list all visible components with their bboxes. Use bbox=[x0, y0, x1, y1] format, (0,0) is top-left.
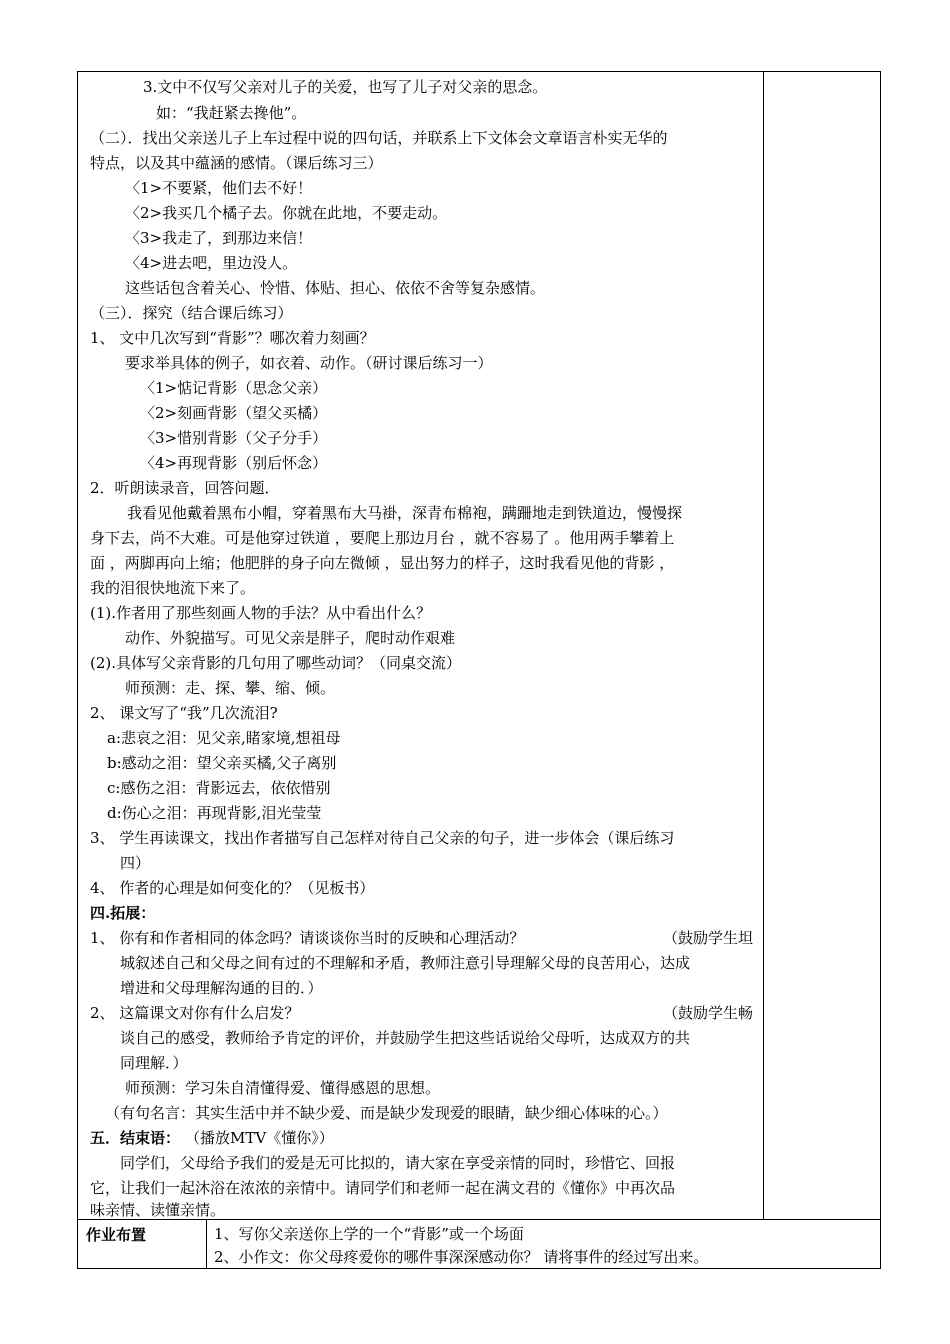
text-line: 2、 这篇课文对你有什么启发？ bbox=[90, 1004, 300, 1022]
homework-divider bbox=[206, 1219, 207, 1268]
text-line: 2．听朗读录音，回答问题． bbox=[90, 479, 280, 497]
text-line: 我的泪很快地流下来了。 bbox=[90, 579, 256, 597]
text-line: 增进和父母理解沟通的目的．） bbox=[120, 979, 323, 997]
text-line: 我看见他戴着黑布小帽，穿着黑布大马褂，深青布棉袍，蹒跚地走到铁道边，慢慢探 bbox=[127, 504, 683, 522]
text-line: (2).具体写父亲背影的几句用了哪些动词？（同桌交流） bbox=[90, 654, 462, 672]
text-line: 〈1>惦记背影（思念父亲） bbox=[140, 379, 328, 397]
text-line: 这些话包含着关心、怜惜、体贴、担心、依依不舍等复杂感情。 bbox=[125, 279, 546, 297]
text-line: 面 ，两脚再向上缩；他肥胖的身子向左微倾 ，显出努力的样子，这时我看见他的背影 ， bbox=[90, 554, 675, 572]
text-line: 〈1>不要紧，他们去不好！ bbox=[125, 179, 313, 197]
text-line: 师预测：走、探、攀、缩、倾。 bbox=[125, 679, 336, 697]
homework-label: 作业布置 bbox=[86, 1226, 147, 1244]
text-line: c:感伤之泪：背影远去，依依惜别 bbox=[107, 779, 331, 797]
text-line: 2、 课文写了“我”几次流泪? bbox=[90, 704, 278, 722]
section-heading: 四.拓展： bbox=[90, 904, 156, 922]
text-line: 四） bbox=[120, 854, 151, 872]
homework-item: 1、写你父亲送你上学的一个“背影”或一个场面 bbox=[214, 1225, 524, 1243]
text-line: 〈4>再现背影（别后怀念） bbox=[140, 454, 328, 472]
text-line: 1、 文中几次写到“背影”？哪次着力刻画？ bbox=[90, 329, 375, 347]
text-line: 要求举具体的例子，如衣着、动作。（研讨课后练习一） bbox=[125, 354, 493, 372]
text-line: 身下去，尚不大难。可是他穿过铁道 ，要爬上那边月台 ，就不容易了 。他用两手攀着上 bbox=[90, 529, 675, 547]
text-line: 3.文中不仅写父亲对儿子的关爱，也写了儿子对父亲的思念。 bbox=[143, 78, 548, 96]
text-line: 同学们，父母给予我们的爱是无可比拟的，请大家在享受亲情的同时，珍惜它、回报 bbox=[120, 1154, 676, 1172]
text-line: b:感动之泪：望父亲买橘,父子离别 bbox=[107, 754, 337, 772]
text-line: 师预测：学习朱自清懂得爱、懂得感恩的思想。 bbox=[125, 1079, 441, 1097]
text-line: （有句名言：其实生活中并不缺少爱、而是缺少发现爱的眼睛，缺少细心体味的心。） bbox=[105, 1104, 668, 1122]
text-line: 它，让我们一起沐浴在浓浓的亲情中。请同学们和老师一起在满文君的《懂你》中再次品 bbox=[90, 1179, 676, 1197]
text-line: 4、 作者的心理是如何变化的？（见板书） bbox=[90, 879, 375, 897]
text-line: （二）．找出父亲送儿子上车过程中说的四句话，并联系上下文体会文章语言朴实无华的 bbox=[90, 129, 668, 147]
text-line: 动作、外貌描写。可见父亲是胖子，爬时动作艰难 bbox=[125, 629, 456, 647]
section-heading: 五．结束语： bbox=[90, 1129, 181, 1147]
text-line: a:悲哀之泪：见父亲,睹家境,想祖母 bbox=[107, 729, 341, 747]
text-line: 谈自己的感受，教师给予肯定的评价，并鼓励学生把这些话说给父母听，达成双方的共 bbox=[120, 1029, 691, 1047]
text-line: 〈2>刻画背影（望父买橘） bbox=[140, 404, 328, 422]
text-line: 城叙述自己和父母之间有过的不理解和矛盾，教师注意引导理解父母的良苦用心，达成 bbox=[120, 954, 691, 972]
text-line: （三）．探究（结合课后练习） bbox=[90, 304, 293, 322]
lesson-table bbox=[77, 71, 881, 1269]
text-line: 如：“我赶紧去搀他”。 bbox=[156, 104, 307, 122]
text-line: 味亲情、读懂亲情。 bbox=[90, 1201, 226, 1219]
text-line: 1、 你有和作者相同的体念吗？请谈谈你当时的反映和心理活动？ bbox=[90, 929, 525, 947]
text-line: 〈3>我走了，到那边来信！ bbox=[125, 229, 313, 247]
column-divider bbox=[763, 72, 764, 1219]
text-line: 特点，以及其中蕴涵的感情。（课后练习三） bbox=[90, 154, 383, 172]
text-line: （鼓励学生坦 bbox=[663, 929, 754, 947]
text-line: (1).作者用了那些刻画人物的手法？从中看出什么？ bbox=[90, 604, 432, 622]
text-line: 〈2>我买几个橘子去。你就在此地，不要走动。 bbox=[125, 204, 448, 222]
text-line: 〈4>进去吧，里边没人。 bbox=[125, 254, 298, 272]
text-line: （鼓励学生畅 bbox=[663, 1004, 754, 1022]
text-line: （播放MTV《懂你》） bbox=[185, 1129, 334, 1147]
text-line: 〈3>惜别背影（父子分手） bbox=[140, 429, 328, 447]
text-line: 3、 学生再读课文，找出作者描写自己怎样对待自己父亲的句子，进一步体会（课后练习 bbox=[90, 829, 675, 847]
text-line: d:伤心之泪：再现背影,泪光莹莹 bbox=[107, 804, 322, 822]
homework-item: 2、小作文：你父母疼爱你的哪件事深深感动你？ 请将事件的经过写出来。 bbox=[214, 1248, 709, 1266]
text-line: 同理解．） bbox=[120, 1054, 188, 1072]
